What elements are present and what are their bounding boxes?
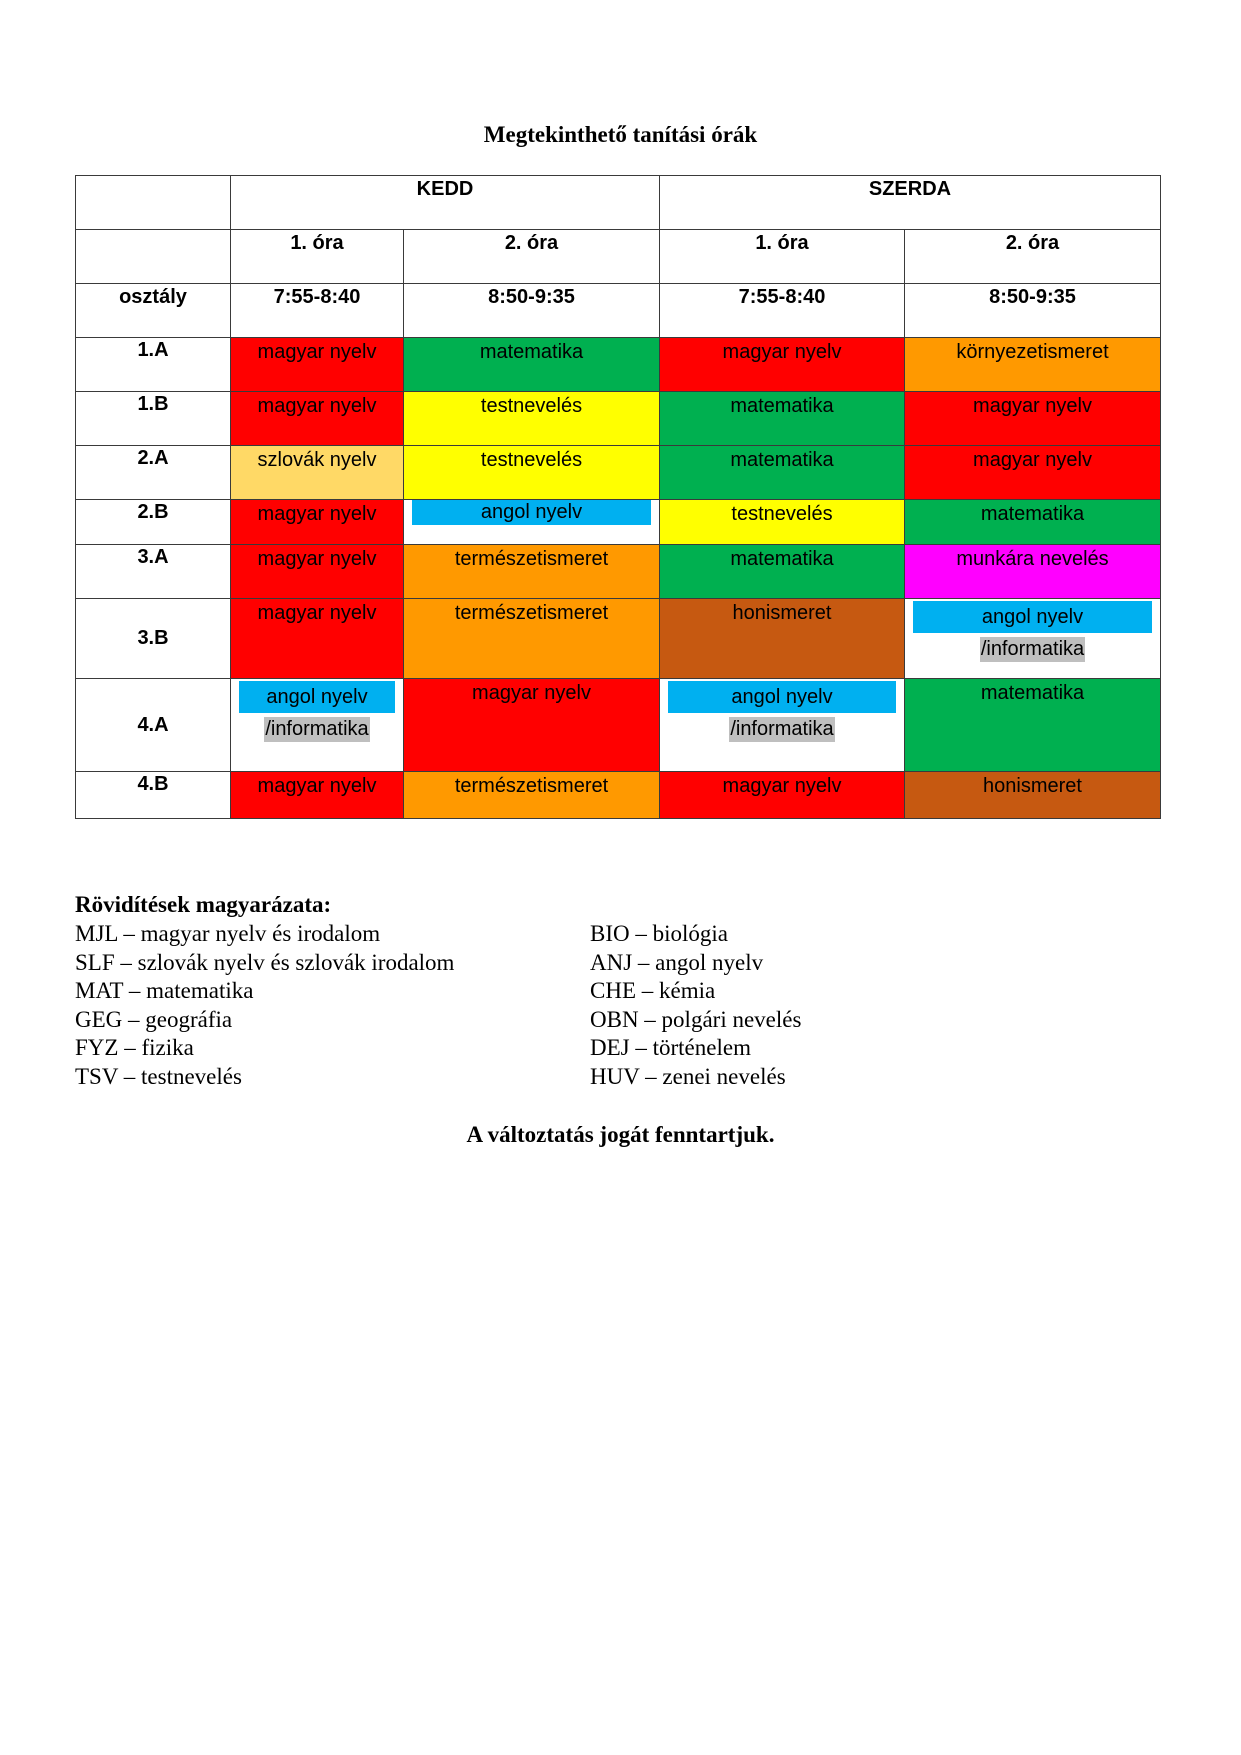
subject-label-secondary: /informatika xyxy=(265,718,369,740)
schedule-table xyxy=(75,175,1161,819)
subject-cell xyxy=(231,338,404,392)
subject-label: angol nyelv xyxy=(668,681,896,713)
subject-cell xyxy=(404,500,660,545)
class-label: 2.B xyxy=(76,500,231,545)
subject-cell xyxy=(404,392,660,446)
table-row xyxy=(76,772,1161,819)
class-column-header: osztály xyxy=(76,284,231,338)
class-label: 3.A xyxy=(76,545,231,599)
subject-cell xyxy=(660,545,905,599)
subject-cell xyxy=(404,599,660,679)
class-label: 3.B xyxy=(76,599,231,679)
period-header: 1. óra xyxy=(660,230,905,284)
period-time: 7:55-8:40 xyxy=(231,284,404,338)
subject-label: magyar nyelv xyxy=(257,503,377,525)
subject-label: angol nyelv xyxy=(913,601,1152,633)
legend-item: SLF – szlovák nyelv és szlovák irodalom xyxy=(75,949,455,975)
subject-label: természetismeret xyxy=(454,602,609,624)
class-label: 4.B xyxy=(76,772,231,819)
subject-label: magyar nyelv xyxy=(973,449,1092,471)
subject-cell xyxy=(905,446,1161,500)
subject-label-secondary: /informatika xyxy=(980,638,1085,660)
table-row xyxy=(76,500,1161,545)
subject-cell xyxy=(660,392,905,446)
period-header: 1. óra xyxy=(231,230,404,284)
subject-label: magyar nyelv xyxy=(472,682,591,704)
subject-cell xyxy=(660,338,905,392)
class-label: 2.A xyxy=(76,446,231,500)
table-row xyxy=(76,446,1161,500)
subject-cell xyxy=(404,772,660,819)
period-header: 2. óra xyxy=(404,230,660,284)
table-row xyxy=(76,392,1161,446)
subject-label: magyar nyelv xyxy=(973,395,1092,417)
subject-label: angol nyelv xyxy=(412,500,651,525)
subject-cell xyxy=(905,500,1161,545)
subject-label: szlovák nyelv xyxy=(257,449,377,471)
subject-cell xyxy=(404,446,660,500)
subject-label: matematika xyxy=(479,341,584,363)
subject-label: testnevelés xyxy=(731,503,833,525)
subject-cell xyxy=(231,500,404,545)
subject-cell xyxy=(905,679,1161,772)
subject-cell xyxy=(905,599,1161,679)
table-row xyxy=(76,338,1161,392)
period-time: 8:50-9:35 xyxy=(404,284,660,338)
subject-label: testnevelés xyxy=(480,449,583,471)
subject-cell xyxy=(231,772,404,819)
subject-label: testnevelés xyxy=(480,395,583,417)
period-time: 7:55-8:40 xyxy=(660,284,905,338)
subject-label: angol nyelv xyxy=(239,681,395,713)
schedule-body xyxy=(76,338,1161,819)
legend-item: HUV – zenei nevelés xyxy=(590,1063,786,1089)
footer-note: A változtatás jogát fenntartjuk. xyxy=(466,1122,775,1147)
subject-cell xyxy=(231,679,404,772)
subject-cell xyxy=(905,338,1161,392)
legend-item: MJL – magyar nyelv és irodalom xyxy=(75,921,381,946)
period-header: 2. óra xyxy=(905,230,1161,284)
subject-cell xyxy=(905,392,1161,446)
subject-cell xyxy=(404,338,660,392)
subject-cell xyxy=(231,545,404,599)
subject-label: magyar nyelv xyxy=(257,395,377,417)
subject-label: munkára nevelés xyxy=(956,548,1109,570)
blank-cell xyxy=(76,230,231,284)
legend-item: MAT – matematika xyxy=(75,978,254,1003)
subject-label: matematika xyxy=(730,449,834,471)
subject-label-secondary: /informatika xyxy=(730,718,834,740)
subject-label: magyar nyelv xyxy=(257,548,377,570)
subject-label: magyar nyelv xyxy=(722,341,842,363)
legend-heading: Rövidítések magyarázata: xyxy=(75,892,332,917)
legend-item: GEG – geográfia xyxy=(75,1006,233,1032)
legend-item: FYZ – fizika xyxy=(75,1035,194,1060)
subject-label: honismeret xyxy=(983,775,1082,797)
class-label: 4.A xyxy=(76,679,231,772)
legend-item: OBN – polgári nevelés xyxy=(590,1006,802,1032)
subject-label: környezetismeret xyxy=(956,341,1109,363)
subject-label: matematika xyxy=(980,503,1085,525)
class-label: 1.B xyxy=(76,392,231,446)
subject-label: matematika xyxy=(730,395,834,417)
legend-right-column xyxy=(590,920,801,1091)
subject-label: természetismeret xyxy=(454,775,609,797)
subject-cell xyxy=(231,446,404,500)
subject-label: magyar nyelv xyxy=(722,775,842,797)
day-header-szerda: SZERDA xyxy=(660,176,1161,230)
legend-left-column xyxy=(75,920,454,1091)
subject-cell xyxy=(404,679,660,772)
class-label: 1.A xyxy=(76,338,231,392)
subject-cell xyxy=(231,392,404,446)
subject-label: természetismeret xyxy=(454,548,609,570)
subject-cell xyxy=(660,599,905,679)
subject-label: matematika xyxy=(730,548,834,570)
table-row xyxy=(76,545,1161,599)
subject-label: magyar nyelv xyxy=(257,341,377,363)
corner-cell xyxy=(76,176,231,230)
table-row xyxy=(76,599,1161,679)
subject-label: matematika xyxy=(980,682,1085,704)
subject-cell xyxy=(660,500,905,545)
legend-item: DEJ – történelem xyxy=(590,1035,751,1060)
period-time: 8:50-9:35 xyxy=(905,284,1161,338)
subject-cell xyxy=(660,772,905,819)
page-title: Megtekinthető tanítási órák xyxy=(483,122,758,147)
subject-label: magyar nyelv xyxy=(257,602,377,624)
subject-cell xyxy=(905,545,1161,599)
legend-item: ANJ – angol nyelv xyxy=(590,949,764,975)
subject-cell xyxy=(905,772,1161,819)
legend-item: CHE – kémia xyxy=(590,978,716,1003)
legend-item: BIO – biológia xyxy=(590,921,728,946)
table-row xyxy=(76,679,1161,772)
legend-item: TSV – testnevelés xyxy=(75,1063,242,1089)
subject-cell xyxy=(231,599,404,679)
subject-cell xyxy=(660,446,905,500)
subject-label: magyar nyelv xyxy=(257,775,377,797)
subject-cell xyxy=(660,679,905,772)
day-header-kedd: KEDD xyxy=(231,176,660,230)
subject-cell xyxy=(404,545,660,599)
subject-label: honismeret xyxy=(732,602,832,624)
